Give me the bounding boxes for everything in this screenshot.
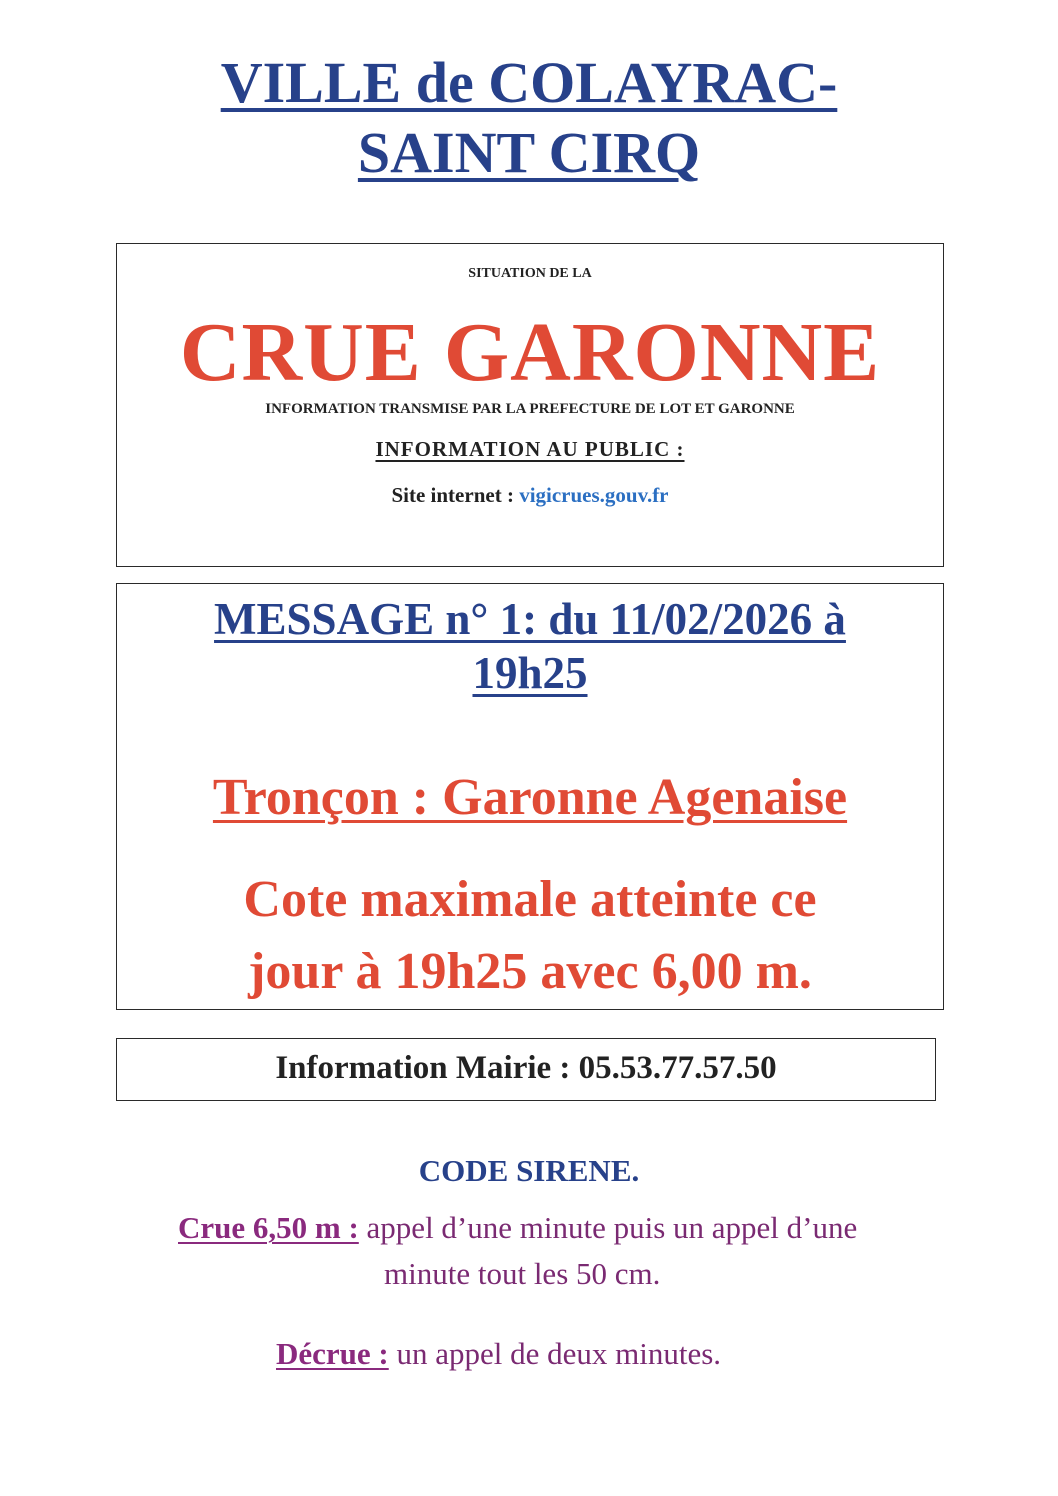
title-line-2: SAINT CIRQ <box>357 120 701 185</box>
page-title <box>0 48 1058 188</box>
cote-line-1: Cote maximale atteinte ce <box>243 871 817 928</box>
crue-rule-label: Crue 6,50 m : <box>178 1210 359 1245</box>
decrue-rule-label: Décrue : <box>276 1336 389 1371</box>
crue-rule-text: appel d’une minute puis un appel d’une <box>358 1210 858 1245</box>
message-line-1: MESSAGE n° 1: du 11/02/2026 à <box>214 594 846 644</box>
decrue-rule-text: un appel de deux minutes. <box>388 1336 722 1371</box>
website-link[interactable]: vigicrues.gouv.fr <box>519 483 669 507</box>
situation-label: SITUATION DE LA <box>468 266 592 281</box>
sirene-rule-crue <box>178 1206 857 1250</box>
website-label: Site internet : <box>391 483 520 507</box>
public-info-heading <box>116 437 944 462</box>
website-line <box>116 483 944 508</box>
mairie-phone: Information Mairie : 05.53.77.57.50 <box>275 1050 777 1086</box>
sirene-rule-decrue <box>276 1332 721 1376</box>
cote-line-2: jour à 19h25 avec 6,00 m. <box>248 943 812 1000</box>
message-heading <box>116 592 944 700</box>
public-info-label: INFORMATION AU PUBLIC : <box>375 437 685 461</box>
crue-headline: CRUE GARONNE <box>179 306 881 399</box>
title-line-1: VILLE de COLAYRAC- <box>220 50 838 115</box>
prefecture-note: INFORMATION TRANSMISE PAR LA PREFECTURE DE LOT ET GARONNE <box>265 401 795 417</box>
cote-statement <box>116 864 944 1008</box>
crue-rule-text-continued: minute tout les 50 cm. <box>384 1256 661 1291</box>
troncon-label: Tronçon : Garonne Agenaise <box>212 769 848 826</box>
code-sirene-heading: CODE SIRENE. <box>418 1153 640 1188</box>
message-line-2: 19h25 <box>472 648 588 698</box>
troncon-heading <box>116 768 944 828</box>
